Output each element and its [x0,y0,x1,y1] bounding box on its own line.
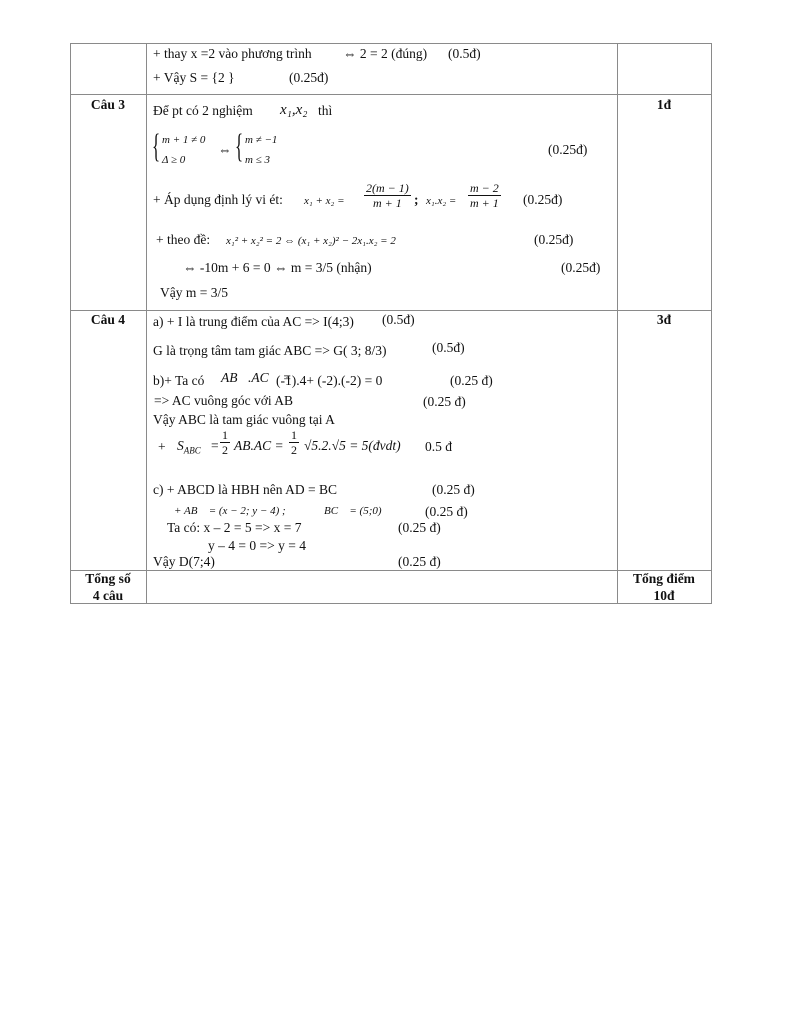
q4-b4-tail: √5.2.√5 = 5(đvdt) [304,438,401,453]
q3-vieta-sep: ; [414,192,419,207]
cont-line1-text: + thay x =2 vào phương trình [153,46,312,61]
row-divider-q4 [70,310,712,311]
q4-b2: => AC vuông góc với AB [154,393,294,408]
q3-conclusion: Vậy m = 3/5 [160,285,228,300]
q4-b4-eq: = [211,438,219,453]
q3-vieta-sum-den: m + 1 [373,196,402,210]
cont-line1-score: (0.5đ) [448,46,481,61]
q4-c5: Vậy D(7;4) [153,554,215,569]
q4-c1-score: (0.25 đ) [432,482,475,497]
q3-sys-score: (0.25đ) [548,142,588,157]
q3-vieta-prod-lhs: x₁.x₂ = [426,195,457,207]
q4-b4-half2-num: 1 [291,428,297,442]
q3-solve: ⇔ -10m + 6 = 0 ⇔ m = 3/5 (nhận) [183,260,372,275]
q4-b3: Vậy ABC là tam giác vuông tại A [153,412,335,427]
q4-b4-plus: + [158,439,166,454]
total-count-line2: 4 câu [92,588,124,603]
cont-line2-text: + Vậy S = {2 } [153,70,235,85]
q3-sys-equiv: ⇔ [218,142,232,157]
q3-brace-left: { [152,128,161,165]
q4-b4-score: 0.5 đ [425,439,452,454]
q4-b1-label: b)+ Ta có [153,373,205,388]
q4-a1: a) + I là trung điểm của AC => I(4;3) [153,314,354,329]
q4-b4-sub: ABC [183,445,201,456]
q3-intro-end: thì [318,103,333,118]
total-count-line1: Tổng số [85,571,131,586]
q3-brace-right: { [235,128,244,165]
q3-vieta-prod-num: m − 2 [470,181,499,195]
total-points-line1: Tổng điểm [633,571,695,586]
q4-b4-S: S [177,438,184,453]
table-border-top [70,43,712,44]
q3-sys-right-2: m ≤ 3 [245,154,270,166]
q3-vieta-label: + Áp dụng định lý vi ét: [153,192,283,207]
table-border-bottom [70,603,712,604]
q4-c3-score: (0.25 đ) [398,520,441,535]
q3-vieta-score: (0.25đ) [523,192,563,207]
q4-c5-score: (0.25 đ) [398,554,441,569]
q4-b1-vec: AB⃗.AC⃗ = [221,370,292,385]
q4-c1: c) + ABCD là HBH nên AD = BC [153,482,337,497]
q3-cond-expr: x₁² + x₂² = 2 ⇔ (x₁ + x₂)² − 2x₁.x₂ = 2 [226,235,396,247]
q3-sys-left-2: Δ ≥ 0 [162,154,186,166]
q4-b2-score: (0.25 đ) [423,394,466,409]
total-points-line2: 10đ [653,588,675,603]
q4-c3: Ta có: x – 2 = 5 => x = 7 [167,520,302,535]
q3-vieta-sum-lhs: x₁ + x₂ = [304,195,345,207]
q4-c4: y – 4 = 0 => y = 4 [208,538,306,553]
cont-line2-score: (0.25đ) [289,70,329,85]
q4-b4-frac2 [289,428,299,457]
q3-points: 1đ [656,97,672,112]
q4-b4-half-den: 2 [222,443,228,457]
q4-b4-frac1 [220,428,230,457]
q4-c2-score: (0.25 đ) [425,504,468,519]
q4-b1-calc: (-1).4+ (-2).(-2) = 0 [276,373,383,388]
q4-b1-score: (0.25 đ) [450,373,493,388]
q4-a2-score: (0.5đ) [432,340,465,355]
q3-intro: Để pt có 2 nghiệm [153,103,253,118]
q4-points: 3đ [656,312,672,327]
grading-table [70,43,712,604]
cont-line1-equiv: ⇔ 2 = 2 (đúng) [343,46,428,61]
q3-sys-right-1: m ≠ −1 [245,134,278,146]
q3-vieta-prod-den: m + 1 [470,196,499,210]
row-divider-total [70,570,712,571]
q3-label: Câu 3 [90,97,126,112]
q3-vieta-prod-frac [468,181,501,210]
q4-b4-mid: AB.AC = [234,438,284,453]
q3-intro-vars: x₁,x₂ [280,102,308,118]
q4-c2-bc: BC⃗ = (5;0) [324,505,382,517]
q4-c2-ab: + AB⃗ = (x − 2; y − 4) ; [174,505,286,517]
q4-b4-half-num: 1 [222,428,228,442]
q3-solve-score: (0.25đ) [561,260,601,275]
row-divider-q3 [70,94,712,95]
q3-cond-score: (0.25đ) [534,232,574,247]
q3-vieta-sum-frac [364,181,411,210]
q3-sys-left-1: m + 1 ≠ 0 [162,134,206,146]
q4-b4-half2-den: 2 [291,443,297,457]
q3-cond-label: + theo đề: [156,232,211,247]
q4-a1-score: (0.5đ) [382,312,415,327]
q4-b4-area [177,438,201,459]
table-border-right [711,43,712,604]
q3-vieta-sum-num: 2(m − 1) [366,181,409,195]
column-divider-1 [146,43,147,604]
q4-a2: G là trọng tâm tam giác ABC => G( 3; 8/3) [153,343,387,358]
q4-label: Câu 4 [90,312,126,327]
